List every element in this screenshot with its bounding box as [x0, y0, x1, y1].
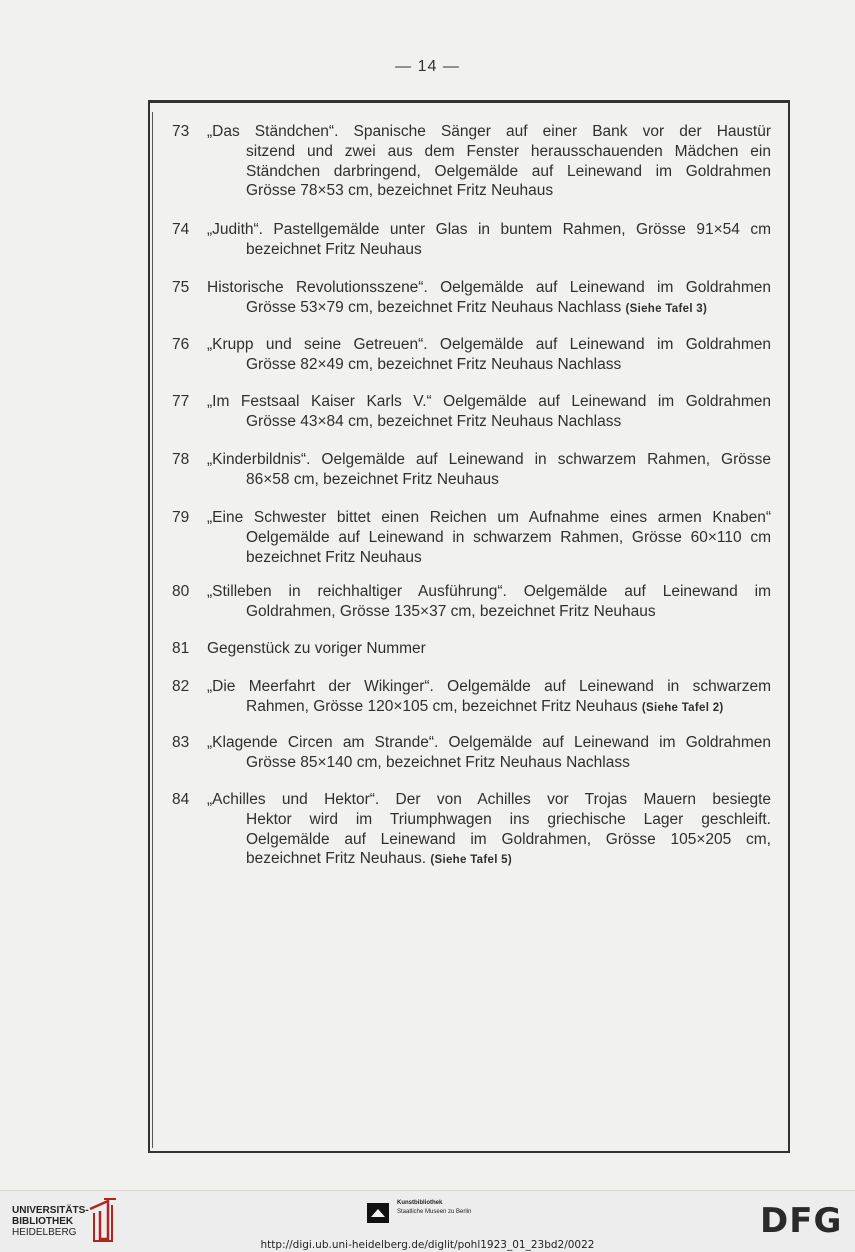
entry-line-text: bezeichnet Fritz Neuhaus. — [246, 850, 427, 868]
entry-line — [246, 470, 771, 490]
entry-line — [207, 392, 771, 412]
entry-line-text: „Die Meerfahrt der Wikinger“. Oelgemälde auf Leinewand in schwarzem — [207, 678, 771, 695]
entry-line-text: „Achilles und Hektor“. Der von Achilles vor Trojas Mauern besiegte — [207, 791, 771, 808]
entry-line-text: sitzend und zwei aus dem Fenster herausschauenden Mädchen ein — [246, 142, 771, 160]
entry-line-text: Grösse 53×79 cm, bezeichnet Fritz Neuhaus Nachlass — [246, 298, 622, 316]
library-line-2: BIBLIOTHEK — [12, 1216, 74, 1227]
entry-number: 80 — [172, 583, 190, 600]
entry-line — [246, 240, 771, 260]
entry-line — [207, 790, 771, 810]
entry-line-text: Oelgemälde auf Leinewand im Goldrahmen, Grösse 105×205 cm, — [246, 830, 771, 848]
entry-line-text: Gegenstück zu voriger Nummer — [207, 640, 426, 657]
entry-line-text: „Kinderbildnis“. Oelgemälde auf Leinewand in schwarzem Rahmen, Grösse — [207, 451, 771, 468]
plate-reference: (Siehe Tafel 3) — [625, 302, 708, 315]
entry-line — [246, 830, 771, 850]
entry-line-text: Goldrahmen, Grösse 135×37 cm, bezeichnet Fritz Neuhaus — [246, 602, 656, 620]
entry-line — [246, 162, 771, 182]
entry-line — [246, 697, 771, 719]
entry-line — [207, 278, 771, 298]
entry-line — [207, 508, 771, 528]
entry-number: 74 — [172, 221, 190, 238]
entry-line-text: Grösse 85×140 cm, bezeichnet Fritz Neuhaus Nachlass — [246, 753, 630, 771]
entry-line — [207, 335, 771, 355]
permalink-url[interactable]: http://digi.ub.uni-heidelberg.de/diglit/pohl1923_01_23bd2/0022 — [260, 1239, 595, 1251]
entry-number: 77 — [172, 393, 190, 410]
dfg-logo[interactable]: DFG — [760, 1201, 843, 1241]
university-library-label[interactable] — [12, 1205, 89, 1238]
entry-line-text: „Stilleben in reichhaltiger Ausführung“. Oelgemälde auf Leinewand im — [207, 583, 771, 600]
kunstbibliothek-label — [397, 1199, 471, 1217]
plate-reference: (Siehe Tafel 2) — [641, 701, 724, 714]
plate-reference: (Siehe Tafel 5) — [430, 854, 513, 867]
entry-line — [207, 450, 771, 470]
entry-line-text: Historische Revolutionsszene“. Oelgemälde auf Leinewand im Goldrahmen — [207, 279, 771, 296]
entry-line — [207, 733, 771, 753]
entry-line — [207, 122, 771, 142]
entry-line — [246, 412, 771, 432]
entry-line — [246, 298, 771, 320]
entry-number: 79 — [172, 509, 190, 526]
entry-number: 81 — [172, 640, 190, 657]
entry-line — [246, 528, 771, 548]
entry-line-text: „Im Festsaal Kaiser Karls V.“ Oelgemälde auf Leinewand im Goldrahmen — [207, 393, 771, 410]
entry-line-text: Oelgemälde auf Leinewand in schwarzem Rahmen, Grösse 60×110 cm — [246, 528, 771, 546]
entry-line-text: Grösse 43×84 cm, bezeichnet Fritz Neuhaus Nachlass — [246, 412, 622, 430]
entry-line-text: „Klagende Circen am Strande“. Oelgemälde auf Leinewand im Goldrahmen — [207, 734, 771, 751]
entry-number: 84 — [172, 791, 190, 808]
entry-line — [246, 849, 771, 871]
entry-line — [246, 602, 771, 622]
kb-line-1: Kunstbibliothek — [397, 1200, 443, 1206]
entry-line-text: „Judith“. Pastellgemälde unter Glas in buntem Rahmen, Grösse 91×54 cm — [207, 221, 771, 238]
entry-line-text: Grösse 78×53 cm, bezeichnet Fritz Neuhaus — [246, 182, 554, 200]
entry-line — [207, 639, 771, 659]
entry-line-text: bezeichnet Fritz Neuhaus — [246, 240, 422, 258]
entry-line — [246, 181, 771, 201]
entry-line — [246, 548, 771, 568]
entry-number: 75 — [172, 279, 190, 296]
entry-line — [246, 810, 771, 830]
entry-number: 78 — [172, 451, 190, 468]
entry-line-text: Rahmen, Grösse 120×105 cm, bezeichnet Fritz Neuhaus — [246, 697, 638, 715]
page-number: — 14 — — [395, 58, 460, 75]
entry-line — [246, 355, 771, 375]
entry-line — [207, 677, 771, 697]
entry-line — [207, 220, 771, 240]
entry-line — [207, 582, 771, 602]
kb-line-2: Staatliche Museen zu Berlin — [397, 1209, 472, 1215]
entry-line-text: „Eine Schwester bittet einen Reichen um Aufnahme eines armen Knaben“ — [207, 509, 771, 526]
library-line-3: HEIDELBERG — [12, 1227, 77, 1238]
entry-line-text: Ständchen darbringend, Oelgemälde auf Leinewand im Goldrahmen — [246, 162, 771, 180]
entry-line — [246, 142, 771, 162]
entry-number: 82 — [172, 678, 190, 695]
library-line-1: UNIVERSITÄTS- — [12, 1205, 89, 1216]
page-frame-inner-rule — [152, 112, 787, 1148]
entry-line — [246, 753, 771, 773]
entry-number: 83 — [172, 734, 190, 751]
kunstbibliothek-logo-icon[interactable] — [365, 1201, 391, 1227]
entry-line-text: Hektor wird im Triumphwagen ins griechische Lager geschleift. — [246, 810, 771, 828]
entry-line-text: Grösse 82×49 cm, bezeichnet Fritz Neuhaus Nachlass — [246, 355, 622, 373]
footer-bar — [0, 1190, 855, 1252]
entry-line-text: bezeichnet Fritz Neuhaus — [246, 548, 422, 566]
entry-line-text: „Das Ständchen“. Spanische Sänger auf einer Bank vor der Haustür — [207, 123, 771, 140]
entry-line-text: 86×58 cm, bezeichnet Fritz Neuhaus — [246, 470, 499, 488]
entry-number: 73 — [172, 123, 190, 140]
university-library-logo-icon[interactable] — [86, 1195, 120, 1245]
entry-line-text: „Krupp und seine Getreuen“. Oelgemälde auf Leinewand im Goldrahmen — [207, 336, 771, 353]
entry-number: 76 — [172, 336, 190, 353]
